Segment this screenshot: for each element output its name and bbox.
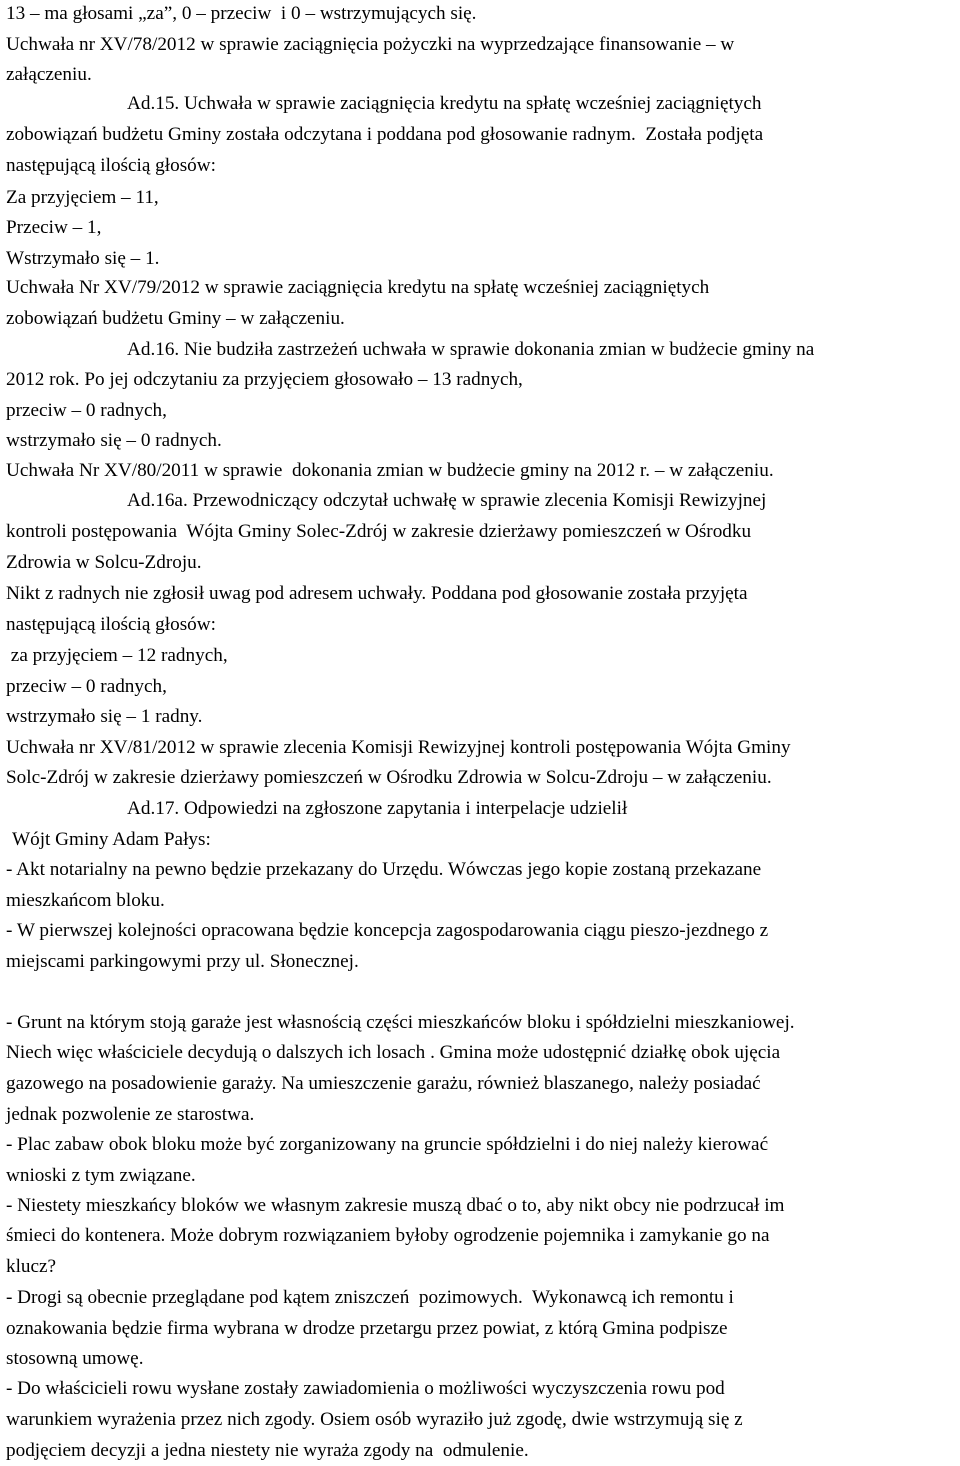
text-line: 2012 rok. Po jej odczytaniu za przyjęciem głosowało – 13 radnych, (6, 369, 523, 390)
text-line: mieszkańcom bloku. (6, 890, 165, 911)
text-line: - Akt notarialny na pewno będzie przekazany do Urzędu. Wówczas jego kopie zostaną przekazane (6, 859, 762, 880)
text-line: Uchwała nr XV/78/2012 w sprawie zaciągnięcia pożyczki na wyprzedzające finansowanie – w (6, 34, 735, 55)
text-line: - Grunt na którym stoją garaże jest własnością części mieszkańców bloku i spółdzielni mieszkaniowej. (6, 1012, 795, 1033)
text-line: - Plac zabaw obok bloku może być zorganizowany na gruncie spółdzielni i do niej należy kierować (6, 1134, 769, 1155)
text-line: Ad.16. Nie budziła zastrzeżeń uchwała w sprawie dokonania zmian w budżecie gminy na (127, 339, 815, 360)
text-line: - Do właścicieli rowu wysłane zostały zawiadomienia o możliwości wyczyszczenia rowu pod (6, 1378, 725, 1399)
text-line: Ad.15. Uchwała w sprawie zaciągnięcia kredytu na spłatę wcześniej zaciągniętych (127, 93, 762, 114)
text-line: 13 – ma głosami „za”, 0 – przeciw i 0 – wstrzymujących się. (6, 3, 477, 24)
text-line: oznakowania będzie firma wybrana w drodze przetargu przez powiat, z którą Gmina podpisze (6, 1318, 728, 1339)
text-line: miejscami parkingowymi przy ul. Słonecznej. (6, 951, 359, 972)
text-line: Nikt z radnych nie zgłosił uwag pod adresem uchwały. Poddana pod głosowanie została przyjęta (6, 583, 748, 604)
text-line: wstrzymało się – 0 radnych. (6, 430, 222, 451)
text-line: śmieci do kontenera. Może dobrym rozwiązaniem byłoby ogrodzenie pojemnika i zamykanie go na (6, 1225, 770, 1246)
text-line: za przyjęciem – 12 radnych, (6, 645, 228, 666)
text-line: Solc-Zdrój w zakresie dzierżawy pomieszczeń w Ośrodku Zdrowia w Solcu-Zdroju – w załączeniu. (6, 767, 772, 788)
text-line: przeciw – 0 radnych, (6, 676, 167, 697)
text-line: kontroli postępowania Wójta Gminy Solec-Zdrój w zakresie dzierżawy pomieszczeń w Ośrodku (6, 521, 752, 542)
text-line: zobowiązań budżetu Gminy – w załączeniu. (6, 308, 345, 329)
text-line: podjęciem decyzji a jedna niestety nie wyraża zgody na odmulenie. (6, 1440, 529, 1461)
text-line: Wójt Gminy Adam Pałys: (12, 829, 211, 850)
text-line: następującą ilością głosów: (6, 614, 216, 635)
text-line: Ad.16a. Przewodniczący odczytał uchwałę w sprawie zlecenia Komisji Rewizyjnej (127, 490, 767, 511)
text-line: klucz? (6, 1256, 57, 1277)
text-line: Wstrzymało się – 1. (6, 248, 160, 269)
text-line: wstrzymało się – 1 radny. (6, 706, 203, 727)
text-line: - Drogi są obecnie przeglądane pod kątem zniszczeń pozimowych. Wykonawcą ich remontu i (6, 1287, 734, 1308)
text-line: Zdrowia w Solcu-Zdroju. (6, 552, 202, 573)
text-line: wnioski z tym związane. (6, 1165, 196, 1186)
text-line: stosowną umowę. (6, 1348, 144, 1369)
text-line: załączeniu. (6, 64, 92, 85)
text-line: Uchwała Nr XV/79/2012 w sprawie zaciągnięcia kredytu na spłatę wcześniej zaciągniętych (6, 277, 710, 298)
text-line: Ad.17. Odpowiedzi na zgłoszone zapytania i interpelacje udzielił (127, 798, 628, 819)
text-line: - W pierwszej kolejności opracowana będzie koncepcja zagospodarowania ciągu pieszo-jezdnego z (6, 920, 769, 941)
text-line: Niech więc właściciele decydują o dalszych ich losach . Gmina może udostępnić działkę obok ujęcia (6, 1042, 781, 1063)
text-line: gazowego na posadowienie garaży. Na umieszczenie garażu, również blaszanego, należy posiadać (6, 1073, 761, 1094)
text-line: zobowiązań budżetu Gminy została odczytana i poddana pod głosowanie radnym. Została podjęta (6, 124, 764, 145)
text-line: Uchwała Nr XV/80/2011 w sprawie dokonania zmian w budżecie gminy na 2012 r. – w załączeniu. (6, 460, 774, 481)
text-line: następującą ilością głosów: (6, 155, 216, 176)
text-line: przeciw – 0 radnych, (6, 400, 167, 421)
text-line: Przeciw – 1, (6, 217, 102, 238)
text-line: jednak pozwolenie ze starostwa. (6, 1104, 255, 1125)
text-line: warunkiem wyrażenia przez nich zgody. Osiem osób wyraziło już zgodę, dwie wstrzymują się z (6, 1409, 743, 1430)
text-line: Uchwała nr XV/81/2012 w sprawie zlecenia Komisji Rewizyjnej kontroli postępowania Wójta Gminy (6, 737, 791, 758)
text-line: - Niestety mieszkańcy bloków we własnym zakresie muszą dbać o to, aby nikt obcy nie podrzucał im (6, 1195, 785, 1216)
text-line: Za przyjęciem – 11, (6, 187, 159, 208)
